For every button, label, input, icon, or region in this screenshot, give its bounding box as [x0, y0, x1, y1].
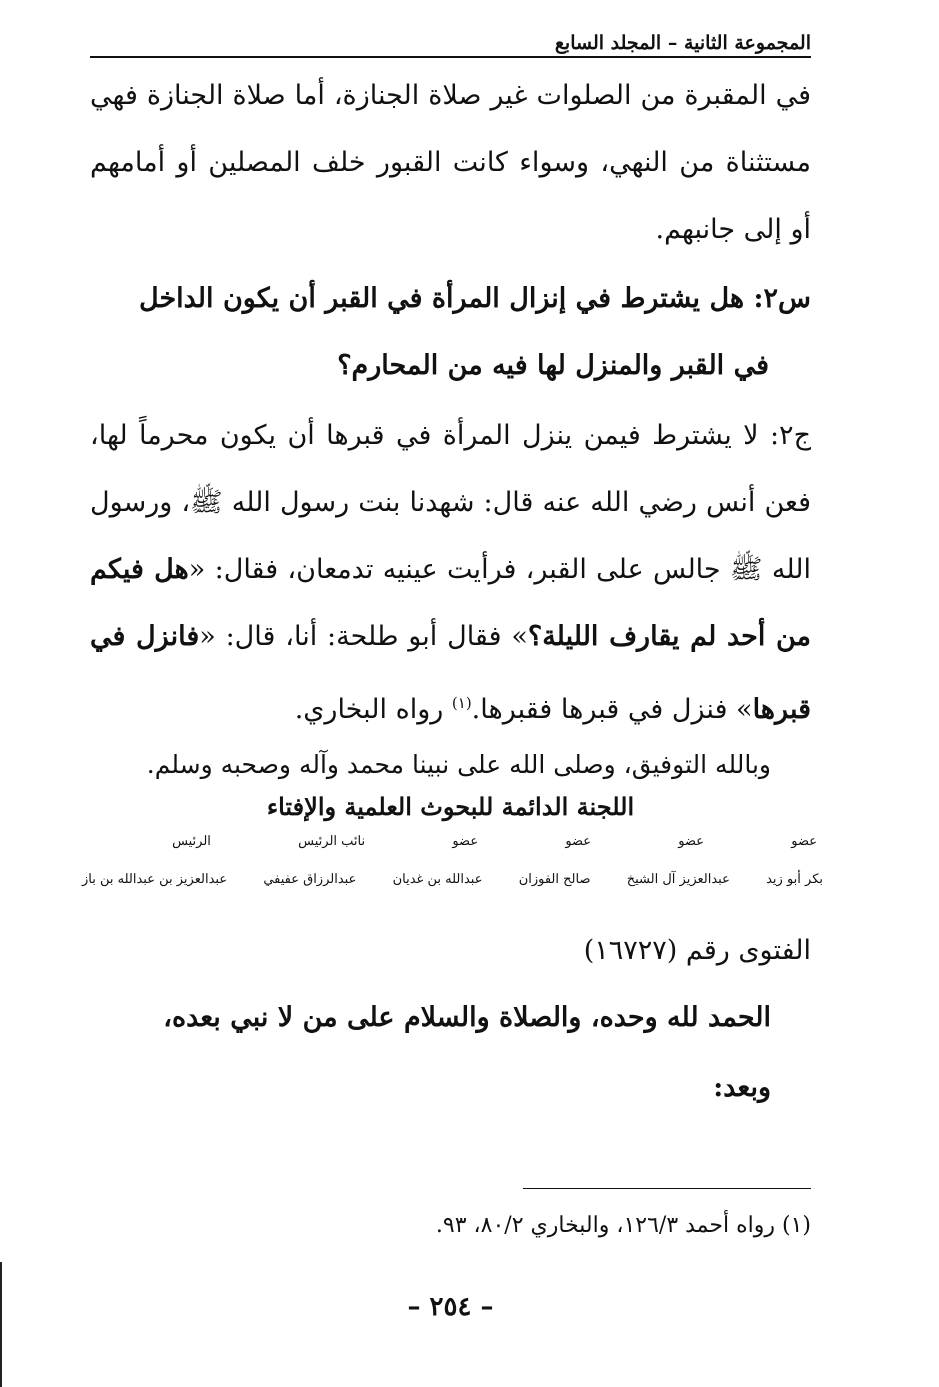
signatory-title: نائب الرئيس	[298, 834, 366, 849]
footnote-ref: (١)	[451, 694, 472, 712]
signatory-name: عبدالعزيز بن عبدالله بن باز	[82, 872, 228, 887]
footnote-rule	[523, 1188, 811, 1189]
committee-title: اللجنة الدائمة للبحوث العلمية والإفتاء	[266, 792, 635, 821]
answer-text-1: ج٢: لا يشترط فيمن ينزل المرأة في قبرها أن يكون محرماً لها، فعن أنس رضي الله عنه قال: شهدنا بنت رسول الله ﷺ، ورسول الله ﷺ جالس على القبر، فرأيت عينيه تدمعان، فقال: «	[90, 420, 811, 585]
signatory-name: عبدالله بن غديان	[392, 872, 483, 887]
signatory-name: بكر أبو زيد	[766, 872, 823, 887]
page-number: – ٢٥٤ –	[407, 1292, 494, 1322]
answer-source: رواه البخاري.	[294, 694, 452, 725]
fatwa-wabad: وبعد:	[713, 1072, 771, 1103]
footnote-text: (١) رواه أحمد ١٢٦/٣، والبخاري ٨٠/٢، ٩٣.	[435, 1213, 811, 1238]
signatory-title: عضو	[678, 834, 705, 849]
signatory-name: عبدالرزاق عفيفي	[263, 872, 357, 887]
closing-line: وبالله التوفيق، وصلى الله على نبينا محمد وآله وصحبه وسلم.	[146, 750, 771, 779]
answer-text-3: » فنزل في قبرها فقبرها.	[471, 694, 753, 725]
scan-edge-line	[0, 1262, 2, 1387]
signatory-name: عبدالعزيز آل الشيخ	[626, 872, 730, 887]
footer-area	[90, 0, 811, 1387]
signatory-title: عضو	[565, 834, 592, 849]
fatwa-number: الفتوى رقم (١٦٧٢٧)	[583, 935, 811, 966]
signatory-title: الرئيس	[172, 834, 211, 849]
fatwa-opening: الحمد لله وحده، والصلاة والسلام على من لا نبي بعده،	[163, 1002, 771, 1033]
question-line-2: في القبر والمنزل لها فيه من المحارم؟	[337, 350, 769, 381]
signatory-title: عضو	[791, 834, 817, 849]
question-line-1: س٢: هل يشترط في إنزال المرأة في القبر أن يكون الداخل	[139, 283, 811, 314]
signatory-name: صالح الفوزان	[518, 872, 591, 887]
answer-text-2: » فقال أبو طلحة: أنا، قال: «	[199, 621, 528, 652]
hadith-quote-2: فانزل في قبرها	[90, 621, 811, 725]
signatory-title: عضو	[452, 834, 479, 849]
running-title: المجموعة الثانية – المجلد السابع	[549, 32, 811, 54]
paragraph-continued: في المقبرة من الصلوات غير صلاة الجنازة، أما صلاة الجنازة فهي مستثناة من النهي، وسواء كانت القبور خلف المصلين أو أمامهم أو إلى جانبهم.	[90, 80, 811, 245]
hadith-quote-1: هل فيكم من أحد لم يقارف الليلة؟	[90, 554, 812, 652]
